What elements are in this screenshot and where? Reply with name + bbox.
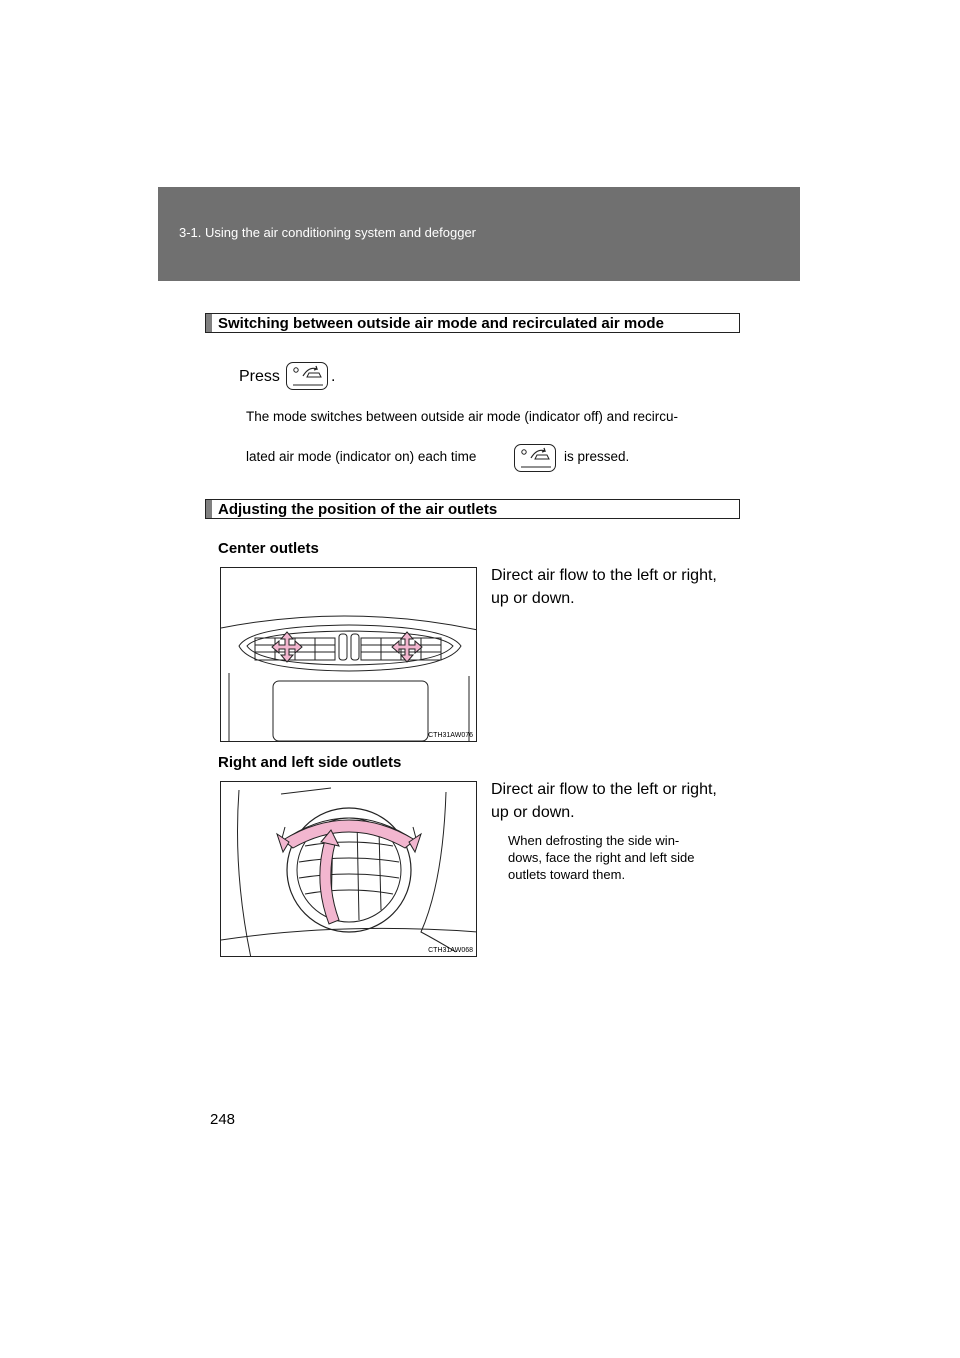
section-heading-air-mode [205, 313, 740, 333]
figure-code: CTH31AW068 [428, 947, 473, 954]
press-suffix: . [331, 368, 336, 385]
side-outlets-note [508, 832, 741, 883]
mode-note-line2b: is pressed. [564, 449, 630, 464]
center-outlets-desc-line2: up or down. [491, 590, 575, 607]
mode-note-line1: The mode switches between outside air mode (indicator off) and recircu- [246, 409, 678, 424]
side-outlets-desc-line1: Direct air flow to the left or right, [491, 781, 717, 798]
press-label: Press [239, 368, 280, 385]
side-outlets-figure [220, 781, 477, 957]
page-number: 248 [210, 1111, 236, 1128]
recirculation-button[interactable] [286, 362, 328, 390]
side-outlets-title: Right and left side outlets [218, 754, 402, 771]
side-outlets-desc-line2: up or down. [491, 804, 575, 821]
recirculation-icon [287, 363, 329, 391]
section-heading-outlets [205, 499, 740, 519]
heading-accent [206, 314, 212, 332]
center-vent-illustration [221, 568, 477, 742]
side-vent-illustration [221, 782, 477, 957]
section-heading-text: Adjusting the position of the air outlets [218, 501, 498, 518]
recirculation-button-inline [514, 444, 556, 472]
side-note-line2: dows, face the right and left side [508, 850, 695, 865]
center-outlets-title: Center outlets [218, 540, 319, 557]
header-band [158, 187, 800, 281]
side-note-line3: outlets toward them. [508, 867, 626, 882]
side-note-line1: When defrosting the side win- [508, 833, 680, 848]
center-outlets-desc-line1: Direct air flow to the left or right, [491, 567, 717, 584]
figure-code: CTH31AW076 [428, 732, 473, 739]
center-outlets-figure [220, 567, 477, 742]
heading-accent [206, 500, 212, 518]
mode-note-line2a: lated air mode (indicator on) each time [246, 449, 477, 464]
chapter-title: 3-1. Using the air conditioning system and defogger [179, 225, 477, 240]
recirculation-icon [515, 445, 557, 473]
section-heading-text: Switching between outside air mode and recirculated air mode [218, 315, 664, 332]
